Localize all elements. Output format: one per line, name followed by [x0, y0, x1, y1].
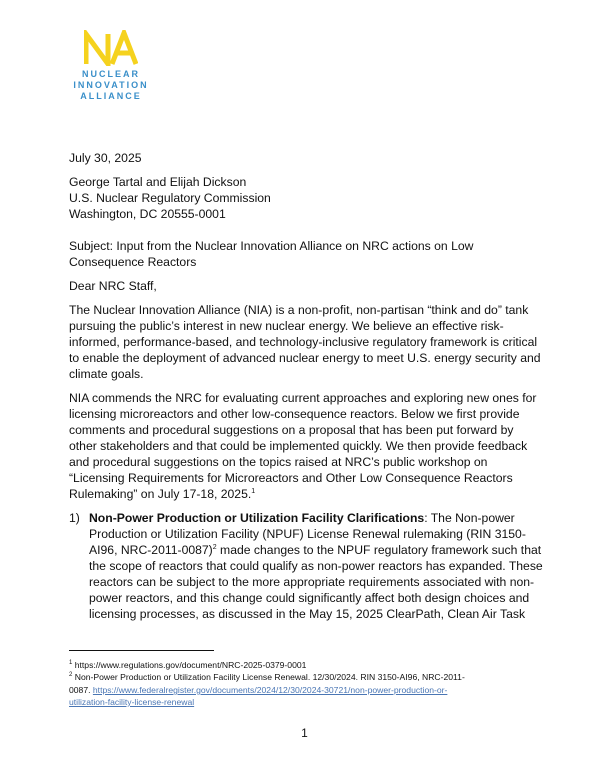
recipient-names: George Tartal and Elijah Dickson — [69, 175, 247, 189]
footnote-2-link-cont[interactable]: utilization-facility-license-renewal — [69, 697, 195, 707]
footnote-ref-2[interactable]: 2 — [212, 543, 217, 551]
salutation: Dear NRC Staff, — [69, 279, 157, 293]
footnote-1-text: https://www.regulations.gov/document/NRC-2025-0379-0001 — [72, 660, 307, 670]
list-item-line: reactors can be subject to the more appropriate requirements associated with non- — [89, 575, 535, 589]
paragraph-intro — [69, 302, 549, 382]
footnote-2-link[interactable]: https://www.federalregister.gov/documents/2024/12/30/2024-30721/non-power-production-or- — [92, 685, 448, 695]
footnote-divider — [69, 650, 214, 651]
paragraph-line: to enable the deployment of advanced nuclear energy to meet U.S. energy security and — [69, 351, 541, 365]
list-item-line: made changes to the NPUF regulatory framework such that — [216, 543, 542, 557]
subject-line-1: Subject: Input from the Nuclear Innovation Alliance on NRC actions on Low — [69, 239, 474, 253]
list-item-line: AI96, NRC-2011-0087) — [89, 543, 213, 557]
list-item-line: licensing processes, as discussed in the May 15, 2025 ClearPath, Clean Air Task — [89, 607, 526, 621]
paragraph-line: informed, performance-based, and technology-inclusive regulatory framework is critical — [69, 335, 538, 349]
footnote-2-line-2 — [69, 684, 447, 696]
paragraph-line: licensing microreactors and other low-consequence reactors. Below we first provide — [69, 407, 520, 421]
list-item-line: : The Non-power — [424, 511, 515, 525]
logo-text-line1: NUCLEAR — [82, 69, 140, 79]
paragraph-commends — [69, 390, 549, 502]
footnote-2-text: Non-Power Production or Utilization Facility License Renewal. 12/30/2024. RIN 3150-AI96, NRC-2011- — [72, 672, 465, 682]
paragraph-line-text: Rulemaking” on July 17-18, 2025. — [69, 487, 252, 501]
footnote-2-line-3 — [69, 696, 194, 708]
footnote-ref-1[interactable]: 1 — [251, 487, 256, 495]
footnote-2-text: 0087. — [69, 685, 93, 695]
paragraph-line: The Nuclear Innovation Alliance (NIA) is a non-profit, non-partisan “think and do” tank — [69, 303, 529, 317]
list-item-line: the scope of reactors that could qualify as non-power reactors has expanded. These — [89, 559, 543, 573]
letter-date: July 30, 2025 — [69, 151, 142, 165]
list-item-heading: Non-Power Production or Utilization Facility Clarifications — [89, 511, 425, 525]
subject-line-2: Consequence Reactors — [69, 255, 197, 269]
footnote-1-number: 1 — [69, 660, 73, 667]
logo-text-line2: INNOVATION — [73, 80, 149, 90]
paragraph-line: NIA commends the NRC for evaluating current approaches and exploring new ones for — [69, 391, 537, 405]
list-item-number: 1) — [69, 511, 80, 525]
paragraph-line: and procedural suggestions on the topics raised at NRC’s public workshop on — [69, 455, 488, 469]
list-item-npuf — [89, 510, 543, 622]
paragraph-line: other stakeholders and that could be implemented quickly. We then provide feedback — [69, 439, 528, 453]
logo-text-line3: ALLIANCE — [80, 91, 142, 101]
paragraph-line: pursuing the public’s interest in new nuclear energy. We believe an effective risk- — [69, 319, 504, 333]
footnote-2-number: 2 — [69, 672, 73, 679]
recipient-address: Washington, DC 20555-0001 — [69, 207, 226, 221]
paragraph-line: comments and procedural suggestions on a proposal that has been put forward by — [69, 423, 514, 437]
paragraph-line: climate goals. — [69, 367, 144, 381]
page-number: 1 — [301, 726, 308, 740]
footnote-2 — [69, 671, 465, 683]
paragraph-line — [69, 486, 549, 502]
recipient-organization: U.S. Nuclear Regulatory Commission — [69, 191, 271, 205]
paragraph-line: “Licensing Requirements for Microreactors and Other Low Consequence Reactors — [69, 471, 513, 485]
list-item-line: Production or Utilization Facility (NPUF) License Renewal rulemaking (RIN 3150- — [89, 527, 526, 541]
footnote-1 — [69, 659, 306, 671]
list-item-line: power reactors, and this change could significantly affect both design choices and — [89, 591, 530, 605]
na-logo-mark — [84, 30, 138, 66]
